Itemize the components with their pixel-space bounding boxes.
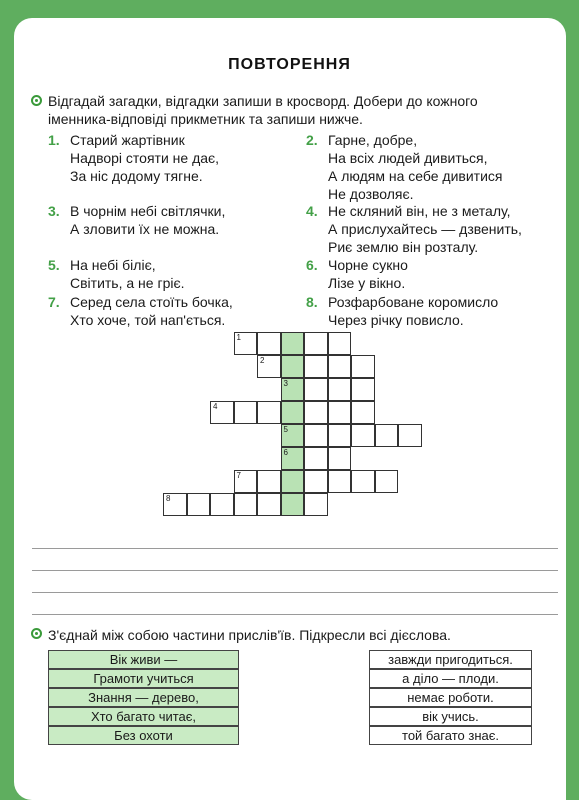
crossword-cell[interactable] [328,447,352,470]
crossword-cell[interactable] [328,424,352,447]
riddle-text: Гарне, добре, На всіх людей дивиться, А людям на себе дивитися Не дозволяє. [328,132,503,202]
riddle-text: Не скляний він, не з металу, А прислухайтесь — дзвенить, Риє землю він розталу. [328,203,522,255]
writing-line[interactable] [32,548,558,549]
crossword-cell[interactable] [163,493,187,516]
crossword-clue-number: 4 [213,402,218,411]
riddle-text: В чорнім небі світлячки, А зловити їх не можна. [70,203,226,237]
crossword-cell[interactable] [257,355,281,378]
crossword-cell[interactable] [281,424,305,447]
task1-instruction-line2: іменника-відповіді прикметник та запиши нижче. [48,111,363,127]
crossword-cell[interactable] [304,493,328,516]
crossword-cell[interactable] [257,401,281,424]
riddle-text: На небі біліє, Світить, а не гріє. [70,257,185,291]
crossword-cell[interactable] [281,493,305,516]
crossword-cell[interactable] [304,355,328,378]
crossword-cell[interactable] [257,332,281,355]
riddle-number: 4. [306,203,318,219]
crossword-cell[interactable] [304,447,328,470]
crossword-cell[interactable] [328,355,352,378]
crossword-cell[interactable] [257,470,281,493]
crossword-cell[interactable] [210,493,234,516]
crossword-cell[interactable] [257,493,281,516]
crossword-clue-number: 2 [260,356,265,365]
riddle-number: 7. [48,294,60,310]
crossword-cell[interactable] [234,332,258,355]
proverb-start[interactable]: Грамоти учиться [48,669,239,688]
riddle-number: 6. [306,257,318,273]
task-bullet-icon [31,95,42,106]
crossword-cell[interactable] [281,470,305,493]
crossword-cell[interactable] [304,470,328,493]
crossword-cell[interactable] [328,470,352,493]
crossword-cell[interactable] [234,470,258,493]
crossword-cell[interactable] [398,424,422,447]
crossword-clue-number: 1 [236,333,241,342]
task2-instruction: З'єднай між собою частини прислів'їв. Підкресли всі дієслова. [48,627,451,643]
proverb-end[interactable]: а діло — плоди. [369,669,532,688]
proverb-end[interactable]: немає роботи. [369,688,532,707]
crossword-cell[interactable] [210,401,234,424]
crossword-cell[interactable] [351,424,375,447]
crossword-cell[interactable] [304,424,328,447]
proverb-end[interactable]: завжди пригодиться. [369,650,532,669]
crossword-cell[interactable] [375,424,399,447]
crossword-cell[interactable] [281,401,305,424]
crossword-cell[interactable] [351,378,375,401]
proverb-start[interactable]: Вік живи — [48,650,239,669]
riddle-number: 3. [48,203,60,219]
riddle-number: 8. [306,294,318,310]
crossword-cell[interactable] [304,378,328,401]
crossword-cell[interactable] [187,493,211,516]
crossword-cell[interactable] [351,401,375,424]
writing-line[interactable] [32,614,558,615]
crossword-clue-number: 3 [283,379,288,388]
crossword-cell[interactable] [281,447,305,470]
riddle-text: Розфарбоване коромисло Через річку повисло. [328,294,499,328]
proverb-end[interactable]: вік учись. [369,707,532,726]
proverb-start[interactable]: Знання — дерево, [48,688,239,707]
crossword-cell[interactable] [304,332,328,355]
riddle-number: 5. [48,257,60,273]
crossword-cell[interactable] [328,378,352,401]
crossword-cell[interactable] [328,401,352,424]
proverb-start[interactable]: Без охоти [48,726,239,745]
crossword-cell[interactable] [281,332,305,355]
riddle-text: Серед села стоїть бочка, Хто хоче, той нап'ється. [70,294,233,328]
crossword-clue-number: 7 [236,471,241,480]
crossword-cell[interactable] [375,470,399,493]
crossword-cell[interactable] [234,401,258,424]
riddle-text: Старий жартівник Надворі стояти не дає, За ніс додому тягне. [70,132,220,184]
crossword-cell[interactable] [281,355,305,378]
riddle-text: Чорне сукно Лізе у вікно. [328,257,408,291]
crossword-cell[interactable] [234,493,258,516]
riddle-number: 2. [306,132,318,148]
crossword-clue-number: 6 [283,448,288,457]
crossword-cell[interactable] [281,378,305,401]
crossword-cell[interactable] [351,470,375,493]
writing-line[interactable] [32,570,558,571]
proverb-end[interactable]: той багато знає. [369,726,532,745]
crossword-cell[interactable] [328,332,352,355]
page-number: 52 [16,767,33,784]
crossword-cell[interactable] [351,355,375,378]
crossword-cell[interactable] [304,401,328,424]
riddle-number: 1. [48,132,60,148]
writing-line[interactable] [32,592,558,593]
crossword-clue-number: 8 [166,494,171,503]
task1-instruction-line1: Відгадай загадки, відгадки запиши в кросворд. Добери до кожного [48,93,478,109]
crossword-clue-number: 5 [283,425,288,434]
proverb-start[interactable]: Хто багато читає, [48,707,239,726]
page-title: ПОВТОРЕННЯ [228,56,351,73]
task-bullet-icon [31,628,42,639]
